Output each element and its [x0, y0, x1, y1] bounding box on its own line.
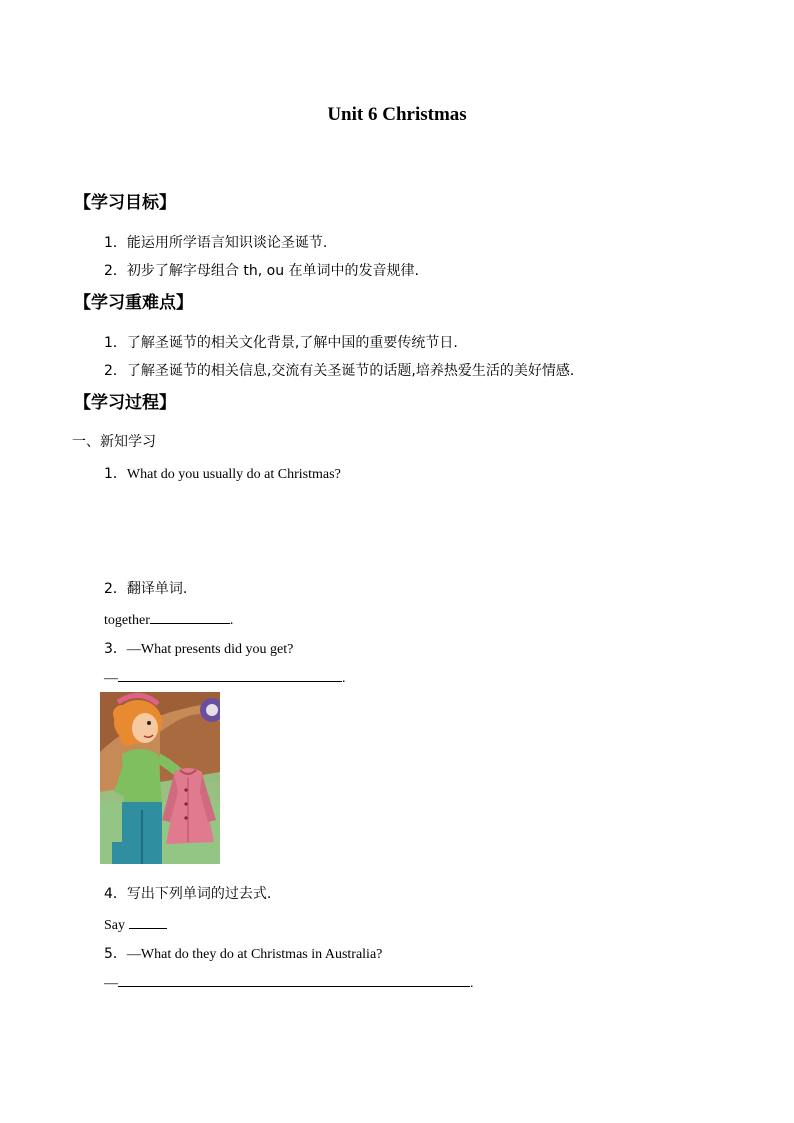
- list-item: [104, 260, 419, 280]
- question-text: 翻译单词.: [126, 581, 188, 597]
- item-number: 4．: [104, 886, 127, 902]
- page-title: Unit 6 Christmas: [327, 104, 467, 125]
- answer-line: [104, 973, 474, 992]
- section-heading-process: 【学习过程】: [74, 393, 176, 413]
- item-number: 3．: [104, 641, 127, 657]
- answer-blank[interactable]: [129, 915, 167, 929]
- item-text: 了解圣诞节的相关文化背景,了解中国的重要传统节日.: [126, 335, 458, 351]
- word-label: Say: [104, 918, 125, 933]
- answer-blank[interactable]: [118, 973, 470, 987]
- answer-line: [104, 610, 233, 629]
- question-1: [104, 463, 341, 483]
- question-text: 写出下列单词的过去式.: [126, 886, 272, 902]
- answer-line: [104, 915, 167, 934]
- list-item: [104, 232, 327, 252]
- answer-line: [104, 668, 346, 687]
- section-heading-keypoints: 【学习重难点】: [74, 293, 193, 313]
- answer-blank[interactable]: [150, 610, 230, 624]
- punctuation: .: [229, 613, 234, 628]
- list-item: [104, 332, 458, 352]
- punctuation: .: [342, 671, 346, 686]
- punctuation: .: [470, 976, 474, 991]
- question-5: [104, 943, 382, 963]
- illustration-girl-with-coat: [100, 692, 220, 864]
- item-number: 1．: [104, 335, 127, 351]
- question-3: [104, 638, 293, 658]
- item-number: 5．: [104, 946, 127, 962]
- girl-coat-illustration: [100, 692, 220, 864]
- item-number: 1．: [104, 235, 127, 251]
- question-2: [104, 578, 187, 598]
- item-number: 1．: [104, 466, 127, 482]
- section-heading-goals: 【学习目标】: [74, 193, 176, 213]
- item-number: 2．: [104, 363, 127, 379]
- item-text: 了解圣诞节的相关信息,交流有关圣诞节的话题,培养热爱生活的美好情感.: [126, 363, 575, 379]
- part-heading: 一、新知学习: [72, 434, 156, 450]
- question-text: —What presents did you get?: [126, 642, 294, 657]
- dash: —: [104, 671, 118, 686]
- question-text: What do you usually do at Christmas?: [126, 467, 341, 482]
- word-label: together: [104, 613, 150, 628]
- item-number: 2．: [104, 263, 127, 279]
- item-text: 能运用所学语言知识谈论圣诞节.: [126, 235, 328, 251]
- list-item: [104, 360, 574, 380]
- question-text: —What do they do at Christmas in Australia?: [126, 947, 383, 962]
- dash: —: [104, 976, 118, 991]
- item-number: 2．: [104, 581, 127, 597]
- answer-blank[interactable]: [118, 668, 342, 682]
- question-4: [104, 883, 271, 903]
- item-text: 初步了解字母组合 th, ou 在单词中的发音规律.: [126, 263, 419, 279]
